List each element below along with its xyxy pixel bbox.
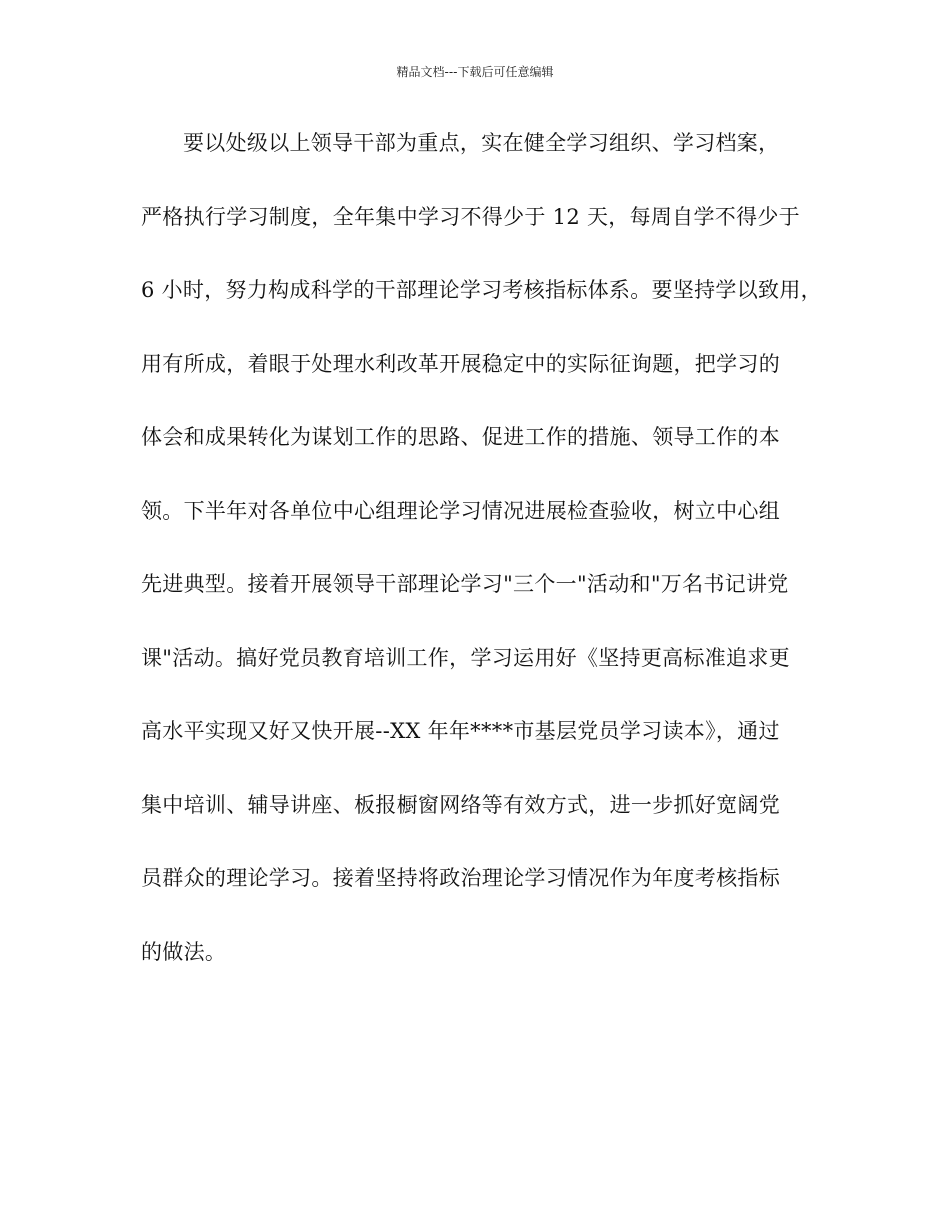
paragraph-line: 6 小时，努力构成科学的干部理论学习考核指标体系。要坚持学以致用， <box>141 278 822 302</box>
paragraph-line: 先进典型。接着开展领导干部理论学习"三个一"活动和"万名书记讲党 <box>141 572 789 596</box>
paragraph-line: 课"活动。搞好党员教育培训工作，学习运用好《坚持更高标准追求更 <box>141 645 790 670</box>
paragraph-line: 严格执行学习制度，全年集中学习不得少于 12 天，每周自学不得少于 <box>141 204 800 229</box>
body-paragraph <box>141 123 831 1005</box>
paragraph-line: 集中培训、辅导讲座、板报橱窗网络等有效方式，进一步抓好宽阔党 <box>141 792 780 817</box>
paragraph-line: 领。下半年对各单位中心组理论学习情况进展检查验收，树立中心组 <box>141 498 780 523</box>
page-header: 精品文档---下载后可任意编辑 <box>396 65 554 79</box>
paragraph-line: 用有所成，着眼于处理水利改革开展稳定中的实际征询题，把学习的 <box>141 351 780 376</box>
paragraph-line: 员群众的理论学习。接着坚持将政治理论学习情况作为年度考核指标 <box>141 866 780 890</box>
paragraph-line: 要以处级以上领导干部为重点，实在健全学习组织、学习档案， <box>183 131 780 155</box>
paragraph-line: 的做法。 <box>141 939 227 964</box>
paragraph-line: 高水平实现又好又快开展--XX 年年****市基层党员学习读本》，通过 <box>141 719 780 743</box>
paragraph-line: 体会和成果转化为谋划工作的思路、促进工作的措施、领导工作的本 <box>141 425 780 449</box>
